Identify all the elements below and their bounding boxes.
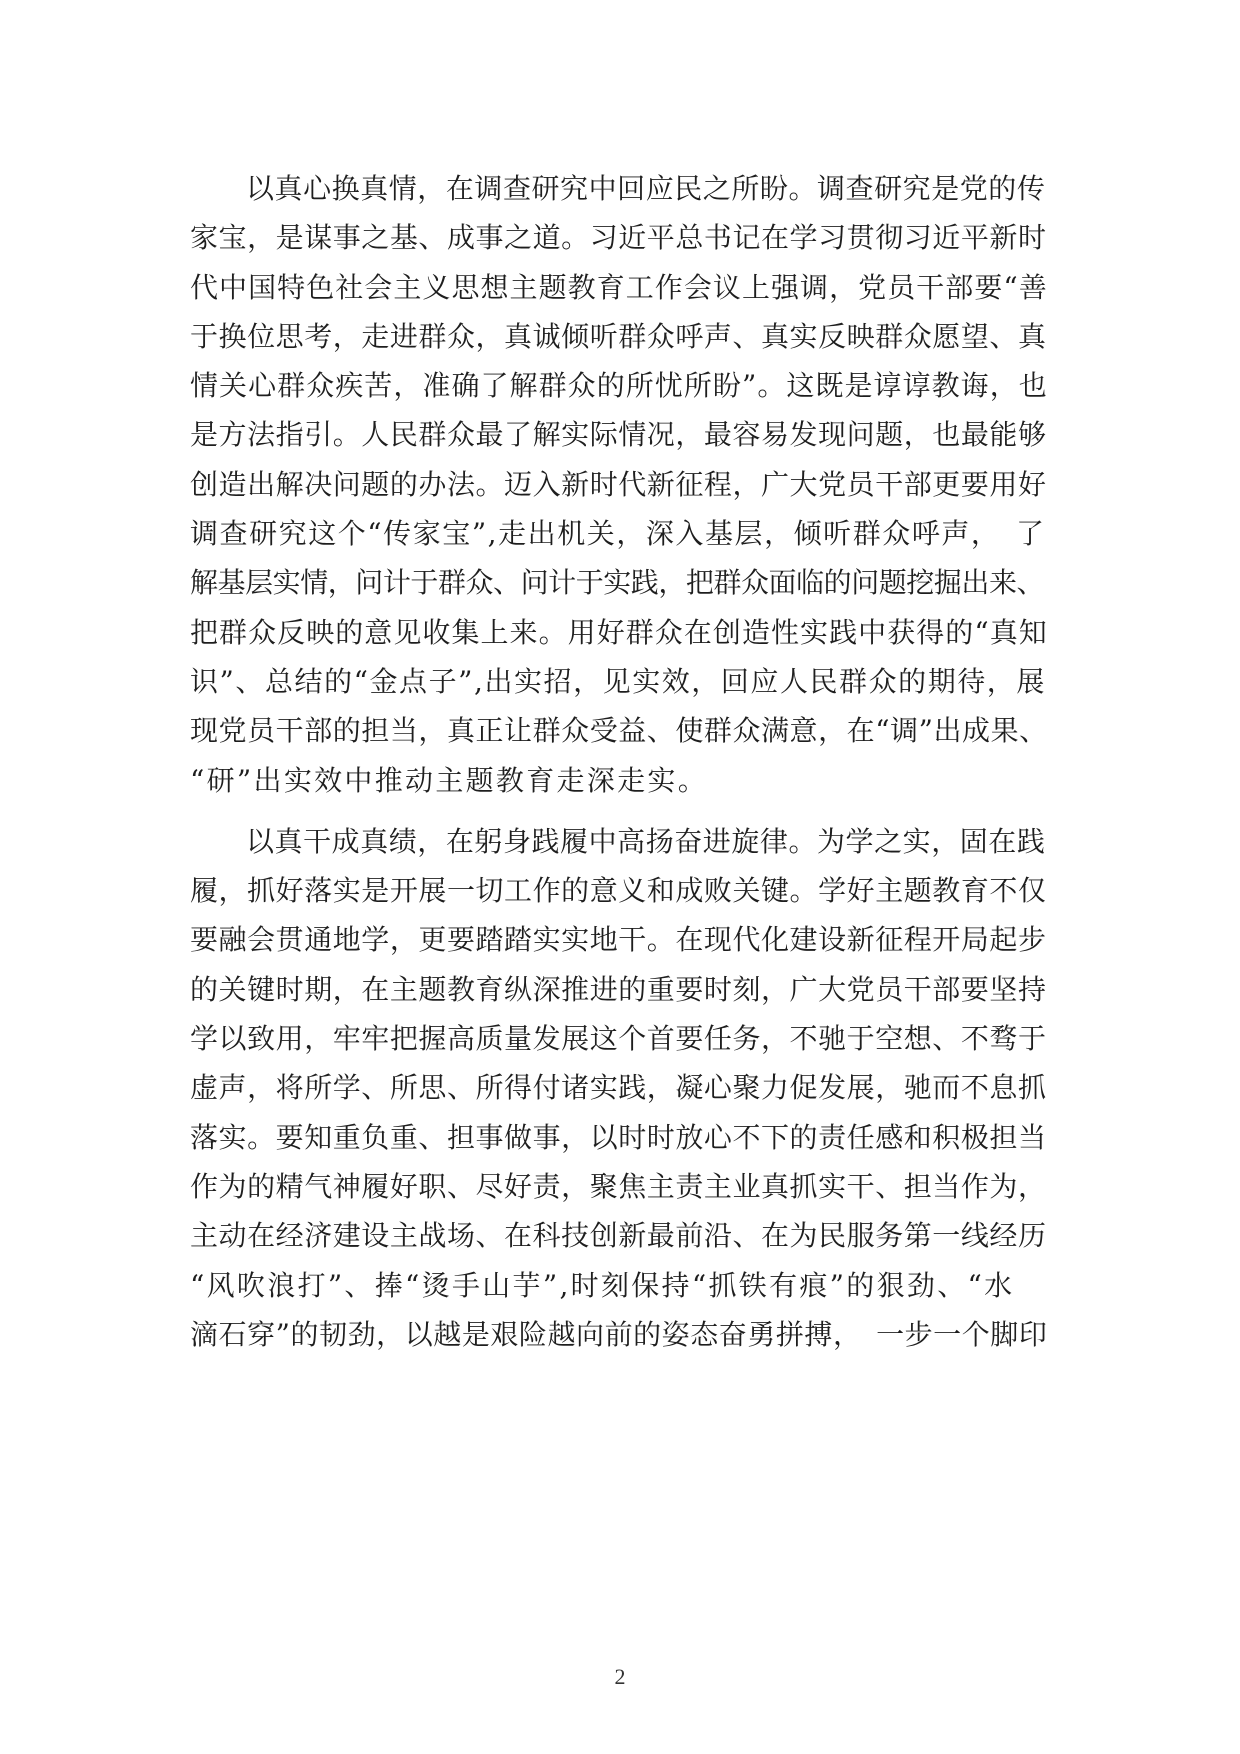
text-line: 代中国特色社会主义思想主题教育工作会议上强调，党员干部要“善 — [190, 270, 1048, 304]
text-line: “研”出实效中推动主题教育走深走实。 — [190, 763, 709, 797]
text-line: 情关心群众疾苦，准确了解群众的所忧所盼”。这既是谆谆教诲，也 — [190, 369, 1048, 403]
page-number: 2 — [614, 1664, 626, 1689]
text-line: 把群众反映的意见收集上来。用好群众在创造性实践中获得的“真知 — [190, 615, 1048, 649]
text-line: 是方法指引。人民群众最了解实际情况，最容易发现问题，也最能够 — [190, 418, 1047, 452]
text-line: 作为的精气神履好职、尽好责，聚焦主责主业真抓实干、担当作为， — [190, 1169, 1047, 1203]
text-line: 于换位思考，走进群众，真诚倾听群众呼声、真实反映群众愿望、真 — [190, 319, 1047, 353]
text-line: 要融会贯通地学，更要踏踏实实地干。在现代化建设新征程开局起步 — [190, 923, 1047, 957]
text-line: 主动在经济建设主战场、在科技创新最前沿、在为民服务第一线经历 — [190, 1219, 1047, 1253]
text-line: 落实。要知重负重、担事做事，以时时放心不下的责任感和积极担当 — [190, 1120, 1047, 1154]
text-line: 调查研究这个“传家宝”,走出机关，深入基层，倾听群众呼声， 了 — [190, 517, 1046, 551]
text-line: 履，抓好落实是开展一切工作的意义和成败关键。学好主题教育不仅 — [190, 874, 1047, 908]
text-line: 创造出解决问题的办法。迈入新时代新征程，广大党员干部更要用好 — [190, 467, 1047, 501]
text-line: 以真干成真绩，在躬身践履中高扬奋进旋律。为学之实，固在践 — [246, 824, 1046, 858]
text-line: 家宝，是谋事之基、成事之道。习近平总书记在学习贯彻习近平新时 — [190, 221, 1047, 255]
text-line: 学以致用，牢牢把握高质量发展这个首要任务，不驰于空想、不骛于 — [190, 1022, 1047, 1056]
text-line: “风吹浪打”、捧“烫手山芋”,时刻保持“抓铁有痕”的狠劲、“水 — [190, 1268, 1015, 1302]
text-line: 识”、总结的“金点子”,出实招，见实效，回应人民群众的期待，展 — [190, 664, 1046, 698]
text-line: 现党员干部的担当，真正让群众受益、使群众满意，在“调”出成果、 — [190, 714, 1048, 748]
text-line: 的关键时期，在主题教育纵深推进的重要时刻，广大党员干部要坚持 — [190, 972, 1047, 1006]
text-line: 滴石穿”的韧劲，以越是艰险越向前的姿态奋勇拼搏， 一步一个脚印 — [190, 1317, 1048, 1351]
text-line: 以真心换真情，在调查研究中回应民之所盼。调查研究是党的传 — [246, 172, 1046, 205]
text-line: 虚声，将所学、所思、所得付诸实践，凝心聚力促发展，驰而不息抓 — [190, 1071, 1047, 1105]
paragraph-2 — [190, 817, 1050, 1359]
paragraph-1 — [190, 164, 1050, 805]
body-text — [190, 164, 1050, 1359]
text-line: 解基层实情，问计于群众、问计于实践，把群众面临的问题挖掘出来、 — [190, 566, 1045, 600]
